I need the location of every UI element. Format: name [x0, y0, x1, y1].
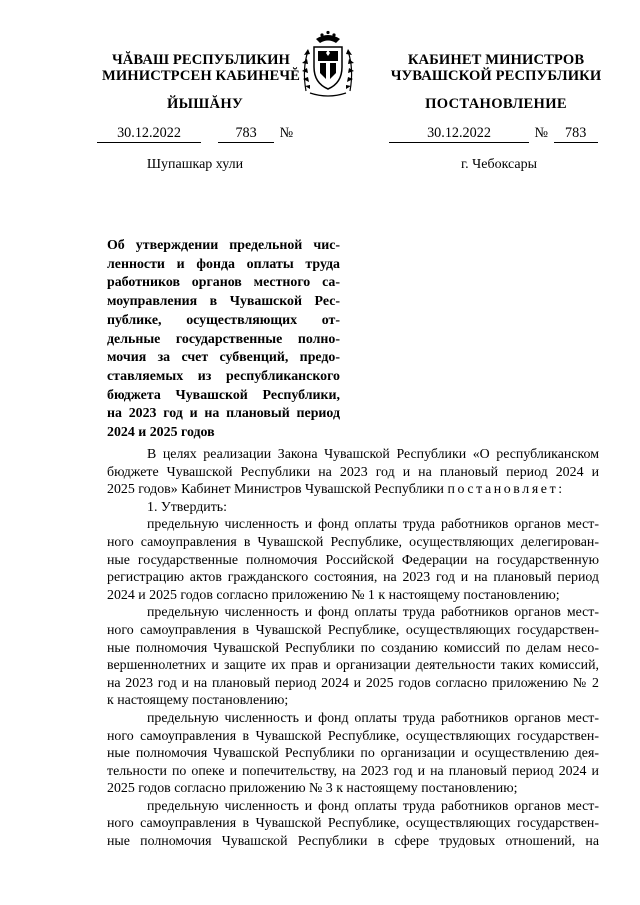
paragraph-3-line: 2025 годов согласно приложению № 3 к настоящему постановлению;	[107, 781, 518, 797]
header-right-russian	[388, 52, 604, 84]
title-line: 2024 и 2025 годов	[107, 425, 215, 441]
place-chuvash: Шупашкар хули	[146, 157, 244, 172]
paragraph-4-line: ного самоуправления в Чувашской Республике, осуществляющих государствен-	[107, 816, 599, 832]
paragraph-2-line: на 2023 год и на плановый период 2024 и 2025 годов согласно приложению № 2	[107, 675, 599, 691]
paragraph-1-line: ного самоуправления в Чувашской Республике, осуществляющих делегирован-	[107, 534, 599, 550]
header-right-line-1: КАБИНЕТ МИНИСТРОВ	[407, 52, 585, 68]
paragraph-4-line: ные полномочия Чувашской Республики в сфере трудовых отношений, на	[107, 834, 599, 850]
registration-right	[389, 125, 599, 143]
header-right-line-2: ЧУВАШСКОЙ РЕСПУБЛИКИ	[390, 68, 602, 84]
number-sign-right: №	[534, 125, 549, 141]
number-sign-left: №	[279, 125, 294, 141]
paragraph-2-line: ные полномочия Чувашской Республики по созданию комиссий по делам несо-	[107, 640, 599, 656]
document-title	[107, 237, 340, 443]
paragraph-4-line: предельную численность и фонд оплаты труда работников органов мест-	[147, 798, 599, 814]
title-line: на 2023 год и на плановый период	[107, 406, 340, 422]
paragraph-1-line: предельную численность и фонд оплаты труда работников органов мест-	[147, 517, 599, 533]
paragraph-1-line: ные государственные полномочия Российской Федерации на государственную	[107, 552, 599, 568]
title-line: бюджета Чувашской Республики,	[107, 387, 340, 403]
intro-line-text: 2025 годов» Кабинет Министров Чувашской Республики	[107, 482, 448, 498]
intro-line: В целях реализации Закона Чувашской Республики «О республиканском	[147, 447, 599, 462]
intro-line: бюджете Чувашской Республики на 2023 год и на плановый период 2024 и	[107, 464, 599, 480]
title-line: публике, осуществляющих от-	[107, 312, 340, 328]
title-line: моуправления в Чувашской Рес-	[107, 294, 340, 310]
paragraph-2-line: предельную численность и фонд оплаты труда работников органов мест-	[147, 605, 599, 621]
decree-word: постановляет:	[447, 482, 565, 498]
paragraph-3-line: предельную численность и фонд оплаты труда работников органов мест-	[147, 710, 599, 726]
item-1-heading: 1. Утвердить:	[147, 499, 227, 515]
paragraph-1-line: регистрацию актов гражданского состояния, на 2023 год и на плановый период	[107, 570, 599, 586]
document-body	[107, 446, 599, 851]
title-line: работников органов местного са-	[107, 275, 340, 291]
number-left: 783	[218, 125, 274, 143]
header-left-chuvash	[96, 52, 306, 84]
paragraph-1-line: 2024 и 2025 годов согласно приложению № 1 к настоящему постановлению;	[107, 587, 560, 603]
title-line: дельные государственные полно-	[107, 331, 340, 347]
title-line: Об утверждении предельной чис-	[107, 238, 340, 253]
doc-type-chuvash: ЙЫШĂНУ	[166, 96, 244, 112]
paragraph-3-line: ного самоуправления в Чувашской Республике, осуществляющих государствен-	[107, 728, 599, 744]
place-russian: г. Чебоксары	[460, 157, 538, 172]
paragraph-2-line: вершеннолетних и защите их прав и организации деятельности таких комиссий,	[107, 658, 599, 674]
paragraph-3-line: тельности по опеке и попечительству, на 2023 год и на плановый период 2024 и	[107, 763, 599, 779]
title-line: мочия за счет субвенций, предо-	[107, 350, 340, 366]
title-line: ленности и фонда оплаты труда	[107, 256, 340, 272]
date-left: 30.12.2022	[97, 125, 201, 143]
paragraph-2-line: ного самоуправления в Чувашской Республике, осуществляющих государствен-	[107, 622, 599, 638]
registration-left	[97, 125, 302, 143]
paragraph-3-line: ные полномочия Чувашской Республики по организации и осуществлению дея-	[107, 746, 599, 762]
date-right: 30.12.2022	[389, 125, 529, 143]
title-line: ставляемых из республиканского	[107, 368, 340, 384]
intro-line	[107, 481, 599, 499]
chuvash-coat-of-arms-icon	[296, 29, 360, 97]
header-left-line-1: ЧĂВАШ РЕСПУБЛИКИН	[111, 52, 291, 68]
doc-type-russian: ПОСТАНОВЛЕНИЕ	[425, 96, 567, 112]
paragraph-2-line: к настоящему постановлению;	[107, 693, 289, 709]
number-right: 783	[554, 125, 598, 143]
header-left-line-2: МИНИСТРСЕН КАБИНЕЧĔ	[101, 68, 301, 84]
